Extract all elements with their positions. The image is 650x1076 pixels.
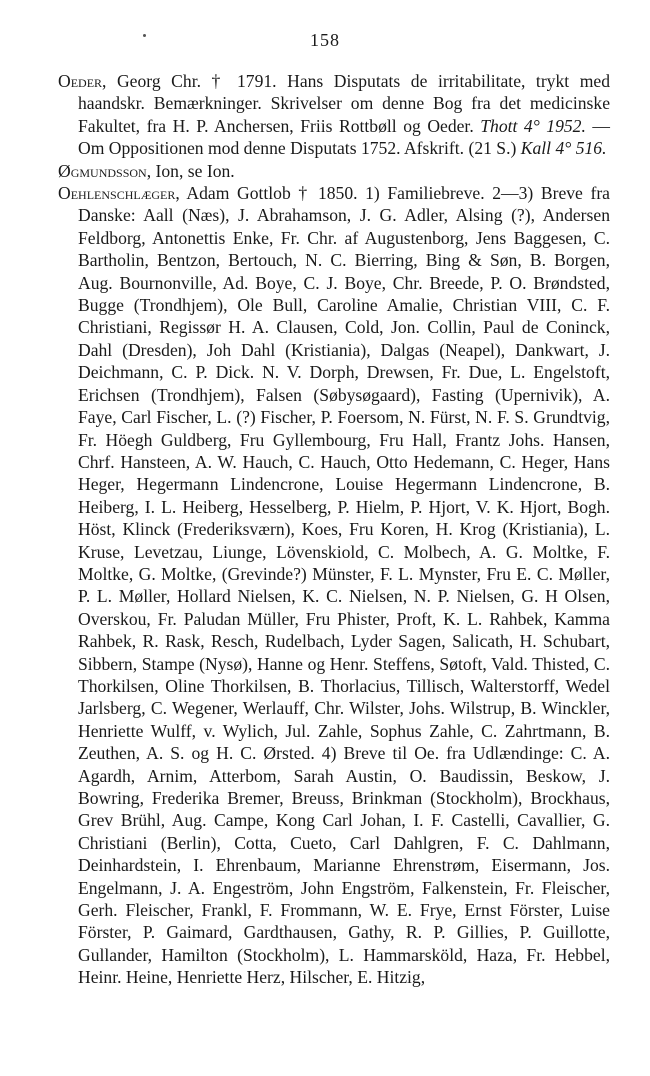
- entry-text: , Georg Chr. † 1791. Hans Disputats de irritabilitate, trykt med haandskr. Bemærkninger. Skrivelser om denne Bog fra det medicinske Fakultet, fra H. P. Anchersen, Friis Rottbøll og Oeder.: [78, 71, 610, 136]
- entry-headword: Oeder: [58, 71, 103, 91]
- catalog-entries: [58, 70, 610, 989]
- entry-text: , Ion, se Ion.: [146, 160, 235, 181]
- entry-text: — Om Oppositionen mod denne Disputats 1752. Afskrift. (21 S.): [78, 115, 610, 159]
- entry-headword: Oehlenschlæger: [58, 183, 176, 204]
- entry-headword: Øgmundsson: [58, 160, 147, 181]
- catalog-entry-ogmundsson: [58, 160, 610, 182]
- catalog-entry-oehlenschlaeger: [58, 182, 610, 989]
- entry-text: , Adam Gottlob † 1850. 1) Familiebreve. 2—3) Breve fra Danske: Aall (Næs), J. Abrahamson, J. G. Adler, Alsing (?), Andersen Feldborg, Antonettis Enke, Fr. Chr. af Augustenborg, Jens Baggesen, C. Bartholin, Bentzon, Bertouch, N. C. Bierring, Bing & Søn, B. Borgen, Aug. Bournonville, Ad. Boye, C. J. Boye, Chr. Breede, P. O. Brøndsted, Bugge (Trondhjem), Ole Bull, Caroline Amalie, Christian VIII, C. F. Christiani, Regissør H. A. Clausen, Cold, Jon. Collin, Paul de Coninck, Dahl (Dresden), Joh Dahl (Kristiania), Dalgas (Neapel), Dankwart, J. Deichmann, C. P. Dick. N. V. Dorph, Drewsen, Fr. Due, L. Engelstoft, Erichsen (Trondhjem), Falsen (Søbysøgaard), Fasting (Upernivik), A. Faye, Carl Fischer, L. (?) Fischer, P. Foersom, N. Fürst, N. F. S. Grundtvig, Fr. Höegh Guldberg, Fru Gyllembourg, Fru Hall, Frantz Johs. Hansen, Chrf. Hansteen, A. W. Hauch, C. Hauch, Otto Hedemann, C. Heger, Hans Heger, Hegermann Lindencrone, Louise Hegermann Lindencrone, B. Heiberg, I. L. Heiberg, Hesselberg, P. Hielm, P. Hjort, V. K. Hjort, Bogh. Höst, Klinck (Frederiksværn), Koes, Fru Koren, H. Krog (Kristiania), L. Kruse, Levetzau, Liunge, Lövenskiold, C. Molbech, A. G. Moltke, F. Moltke, G. Moltke, (Grevinde?) Münster, F. L. Mynster, Fru E. C. Møller, P. L. Møller, Hollard Nielsen, K. C. Nielsen, N. P. Nielsen, G. H Olsen, Overskou, Fr. Paludan Müller, Fru Phister, Proft, K. L. Rahbek, Kamma Rahbek, R. Rask, Resch, Rudelbach, Lyder Sagen, Salicath, H. Schubart, Sibbern, Stampe (Nysø), Hanne og Henr. Steffens, Søtoft, Vald. Thisted, C. Thorkilsen, Oline Thorkilsen, B. Thorlacius, Tillisch, Walterstorff, Wedel Jarlsberg, C. Wegener, Werlauff, Chr. Wilster, Johs. Wilstrup, B. Winckler, Henriette Wulff, v. Wylich, Jul. Zahle, Sophus Zahle, C. Zahrtmann, B. Zeuthen, A. S. og H. C. Ørsted. 4) Breve til Oe. fra Udlændinge: C. A. Agardh, Arnim, Atterbom, Sarah Austin, O. Baudissin, Beskow, J. Bowring, Frederika Bremer, Breuss, Brinkman (Stockholm), Brockhaus, Grev Brühl, Aug. Campe, Kong Carl Johan, I. F. Castelli, Cavallier, G. Christiani (Berlin), Cotta, Cueto, Carl Dahlgren, F. C. Dahlmann, Deinhardstein, I. Ehrenbaum, Marianne Ehrenstrøm, Eisermann, Jos. Engelmann, J. A. Engeström, John Engström, Falkenstein, Fr. Fleischer, Gerh. Fleischer, Frankl, F. Frommann, W. E. Frye, Ernst Förster, Luise Förster, P. Gaimard, Gardthausen, Gathy, R. P. Gillies, P. Guillotte, Gullander, Hamilton (Stockholm), L. Hammarsköld, Haza, Fr. Hebbel, Heinr. Heine, Henriette Herz, Hilscher, E. Hitzig,: [78, 183, 610, 988]
- shelfmark-reference: Thott 4° 1952.: [480, 115, 586, 136]
- page-number: 158: [310, 30, 340, 50]
- shelfmark-reference: Kall 4° 516.: [520, 138, 607, 159]
- catalog-entry-oeder: [58, 70, 610, 160]
